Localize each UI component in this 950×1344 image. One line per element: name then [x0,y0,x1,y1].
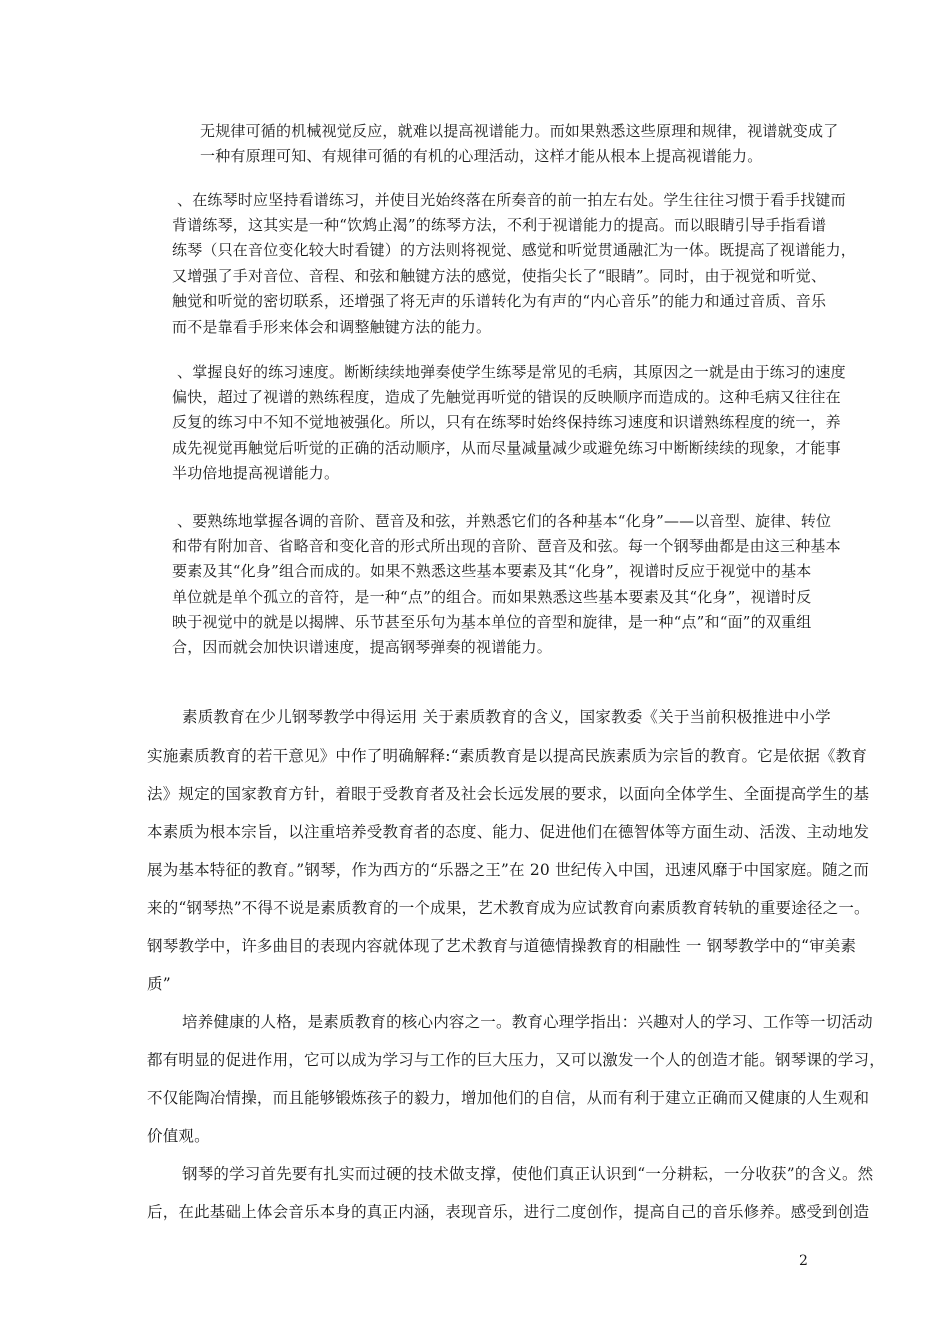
text-line: 钢琴的学习首先要有扎实而过硬的技术做支撑，使他们真正认识到“一分耕耘，一分收获”的含义。然 [182,1165,874,1183]
text-line: 质” [147,975,171,993]
text-line: 本素质为根本宗旨，以注重培养受教育者的态度、能力、促进他们在德智体等方面生动、活泼、主动地发 [147,823,870,841]
text-line: 培养健康的人格，是素质教育的核心内容之一。教育心理学指出：兴趣对人的学习、工作等一切活动 [182,1013,873,1031]
text-line: 无规律可循的机械视觉反应，就难以提高视谱能力。而如果熟悉这些原理和规律，视谱就变成了 [200,122,839,140]
text-line: 法》规定的国家教育方针，着眼于受教育者及社会长远发展的要求，以面向全体学生、全面提高学生的基 [147,785,870,803]
text-line: 一种有原理可知、有规律可循的有机的心理活动，这样才能从根本上提高视谱能力。 [200,147,763,165]
text-line: 、掌握良好的练习速度。断断续续地弹奏使学生练琴是常见的毛病，其原因之一就是由于练习的速度 [177,363,846,381]
text-line: 展为基本特征的教育。”钢琴，作为西方的“乐器之王”在 20 世纪传入中国，迅速风靡于中国家庭。随之而 [147,861,870,879]
text-line: 半功倍地提高视谱能力。 [172,464,340,482]
text-line: 、在练琴时应坚持看谱练习，并使目光始终落在所奏音的前一拍左右处。学生往往习惯于看手找键而 [177,191,846,209]
text-line: 又增强了手对音位、音程、和弦和触键方法的感觉，使指尖长了“眼睛”。同时，由于视觉和听觉、 [172,267,827,285]
text-line: 和带有附加音、省略音和变化音的形式所出现的音阶、琶音及和弦。每一个钢琴曲都是由这三种基本 [172,537,841,555]
text-line: 后，在此基础上体会音乐本身的真正内涵，表现音乐，进行二度创作，提高自己的音乐修养。感受到创造 [147,1203,870,1221]
text-line: 背谱练琴，这其实是一种“饮鸩止渴”的练琴方法，不利于视谱能力的提高。而以眼睛引导手指看谱 [172,216,827,234]
text-line: 钢琴教学中，许多曲目的表现内容就体现了艺术教育与道德情操教育的相融性 一 钢琴教学中的“审美素 [147,937,857,955]
text-line: 单位就是单个孤立的音符，是一种“点”的组合。而如果熟悉这些基本要素及其“化身”，视谱时反 [172,588,812,606]
text-line: 实施素质教育的若干意见》中作了明确解释:“素质教育是以提高民族素质为宗旨的教育。它是依据《教育 [147,747,868,765]
text-line: 价值观。 [147,1127,210,1145]
text-line: 来的“钢琴热”不得不说是素质教育的一个成果，艺术教育成为应试教育向素质教育转轨的重要途径之一。 [147,899,870,917]
text-line: 偏快，超过了视谱的熟练程度，造成了先触觉再听觉的错误的反映顺序而造成的。这种毛病又往往在 [172,388,841,406]
text-line: 映于视觉中的就是以揭牌、乐节甚至乐句为基本单位的音型和旋律，是一种“点”和“面”的双重组 [172,613,812,631]
text-line: 都有明显的促进作用，它可以成为学习与工作的巨大压力，又可以激发一个人的创造才能。钢琴课的学习， [147,1051,885,1069]
text-line: 、要熟练地掌握各调的音阶、琶音及和弦，并熟悉它们的各种基本“化身”——以音型、旋律、转位 [177,512,832,530]
page-number: 2 [799,1253,808,1269]
text-line: 不仅能陶冶情操，而且能够锻炼孩子的毅力，增加他们的自信，从而有利于建立正确而又健康的人生观和 [147,1089,870,1107]
text-line: 要素及其“化身”组合而成的。如果不熟悉这些基本要素及其“化身”，视谱时反应于视觉中的基本 [172,562,812,580]
text-line: 练琴（只在音位变化较大时看键）的方法则将视觉、感觉和听觉贯通融汇为一体。既提高了视谱能力， [172,241,857,259]
text-line: 素质教育在少儿钢琴教学中得运用 关于素质教育的含义，国家教委《关于当前积极推进中小学 [182,708,831,726]
text-line: 触觉和听觉的密切联系，还增强了将无声的乐谱转化为有声的“内心音乐”的能力和通过音质、音乐 [172,292,827,310]
text-line: 反复的练习中不知不觉地被强化。所以，只有在练琴时始终保持练习速度和识谱熟练程度的统一，养 [172,413,841,431]
text-line: 成先视觉再触觉后听觉的正确的活动顺序，从而尽量减量减少或避免练习中断断续续的现象，才能事 [172,439,841,457]
text-line: 而不是靠看手形来体会和调整触键方法的能力。 [172,318,492,336]
text-line: 合，因而就会加快识谱速度，提高钢琴弹奏的视谱能力。 [172,638,553,656]
